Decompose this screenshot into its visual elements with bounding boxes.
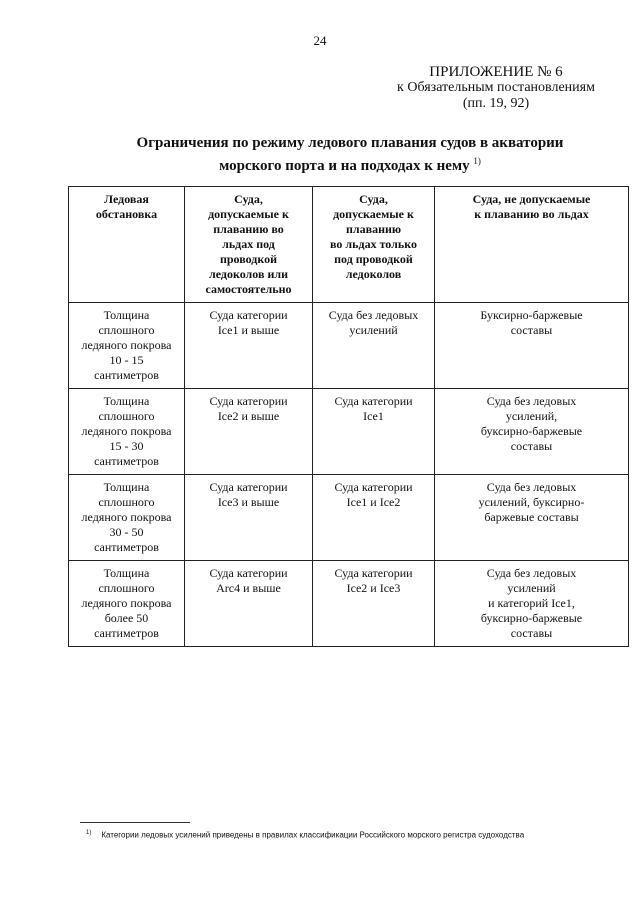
appendix-paragraphs: (пп. 19, 92)	[462, 96, 530, 111]
footnote-text: Категории ледовых усилений приведены в правилах классификации Российского морского регистра судоходства	[101, 830, 525, 840]
footnote	[86, 830, 626, 840]
cell-allowed-only-with-escort: Суда категории Ice1 и Ice2	[313, 475, 435, 561]
cell-ice-conditions: Толщина сплошного ледяного покрова 30 - 50 сантиметров	[69, 475, 185, 561]
page-number: 24	[313, 33, 327, 48]
table-row	[69, 389, 629, 475]
table-header-row	[69, 187, 629, 303]
header-not-allowed: Суда, не допускаемые к плаванию во льдах	[435, 187, 629, 303]
cell-allowed-only-with-escort: Суда категории Ice1	[313, 389, 435, 475]
document-title	[70, 134, 630, 175]
cell-not-allowed: Буксирно-баржевые составы	[435, 303, 629, 389]
title-footnote-mark: 1)	[473, 156, 481, 166]
cell-allowed-only-with-escort: Суда категории Ice2 и Ice3	[313, 561, 435, 647]
document-title-text: Ограничения по режиму ледового плавания судов в акватории морского порта и на подходах к нему	[136, 135, 564, 174]
cell-allowed-with-escort-or-alone: Суда категории Ice3 и выше	[185, 475, 313, 561]
table-row	[69, 561, 629, 647]
cell-not-allowed: Суда без ледовых усилений и категорий Ice1, буксирно-баржевые составы	[435, 561, 629, 647]
appendix-header	[366, 64, 626, 112]
cell-ice-conditions: Толщина сплошного ледяного покрова более 50 сантиметров	[69, 561, 185, 647]
header-ice-conditions: Ледовая обстановка	[69, 187, 185, 303]
cell-allowed-with-escort-or-alone: Суда категории Arc4 и выше	[185, 561, 313, 647]
table-row	[69, 475, 629, 561]
cell-ice-conditions: Толщина сплошного ледяного покрова 15 - 30 сантиметров	[69, 389, 185, 475]
cell-allowed-only-with-escort: Суда без ледовых усилений	[313, 303, 435, 389]
header-allowed-only-with-escort: Суда, допускаемые к плаванию во льдах только под проводкой ледоколов	[313, 187, 435, 303]
cell-not-allowed: Суда без ледовых усилений, буксирно-баржевые составы	[435, 389, 629, 475]
footnote-divider	[80, 822, 190, 823]
cell-ice-conditions: Толщина сплошного ледяного покрова 10 - 15 сантиметров	[69, 303, 185, 389]
cell-not-allowed: Суда без ледовых усилений, буксирно- баржевые составы	[435, 475, 629, 561]
appendix-reference: к Обязательным постановлениям	[397, 80, 595, 95]
cell-allowed-with-escort-or-alone: Суда категории Ice1 и выше	[185, 303, 313, 389]
table-row	[69, 303, 629, 389]
appendix-title: ПРИЛОЖЕНИЕ № 6	[429, 64, 563, 80]
cell-allowed-with-escort-or-alone: Суда категории Ice2 и выше	[185, 389, 313, 475]
ice-restrictions-table	[68, 186, 629, 647]
header-allowed-with-escort-or-alone: Суда, допускаемые к плаванию во льдах под проводкой ледоколов или самостоятельно	[185, 187, 313, 303]
footnote-mark: 1)	[86, 830, 92, 836]
